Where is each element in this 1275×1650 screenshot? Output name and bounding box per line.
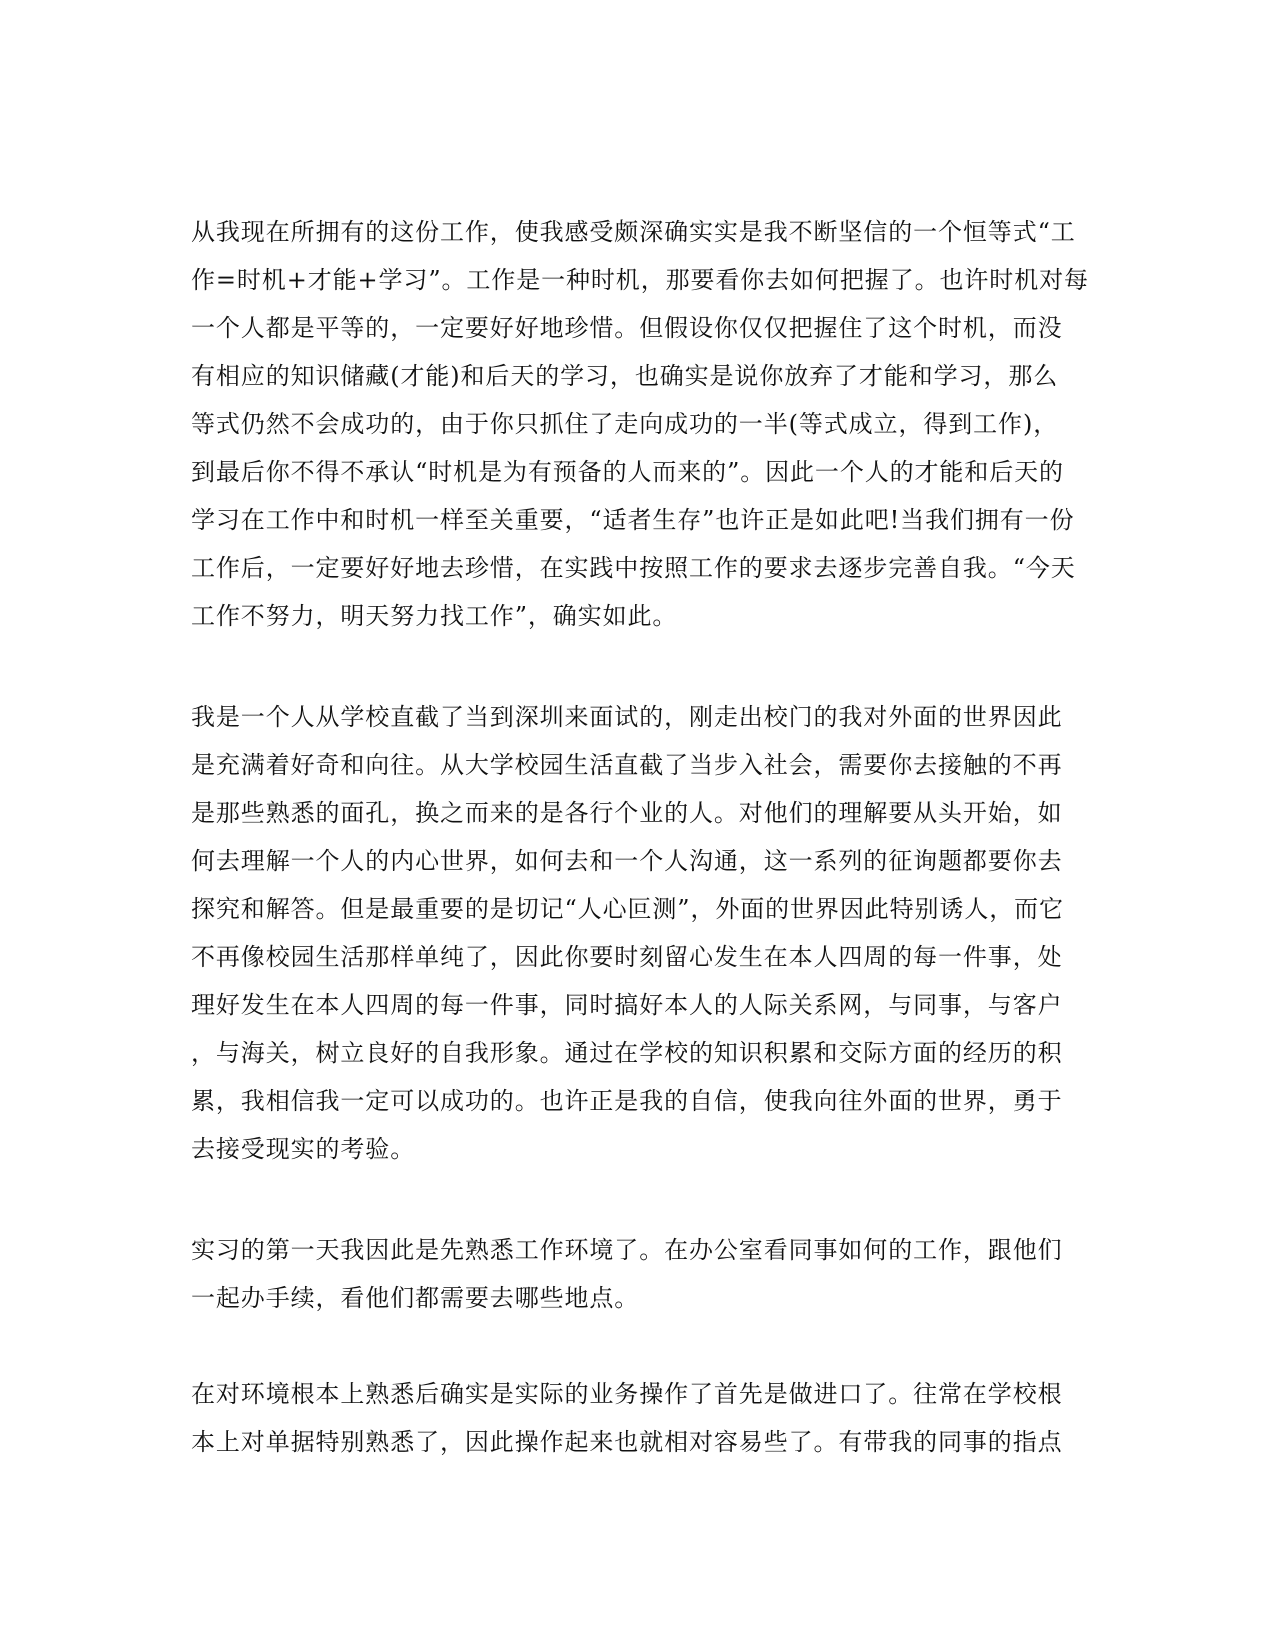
text-line: 有相应的知识储藏(才能)和后天的学习，也确实是说你放弃了才能和学习，那么 xyxy=(191,362,1059,390)
text-line: 不再像校园生活那样单纯了，因此你要时刻留心发生在本人四周的每一件事，处 xyxy=(191,943,1063,971)
text-line: 等式仍然不会成功的，由于你只抓住了走向成功的一半(等式成立，得到工作)， xyxy=(191,410,1059,438)
text-line: 一个人都是平等的，一定要好好地珍惜。但假设你仅仅把握住了这个时机，而没 xyxy=(191,314,1063,342)
paragraph xyxy=(191,208,1091,640)
text-line: 本上对单据特别熟悉了，因此操作起来也就相对容易些了。有带我的同事的指点 xyxy=(191,1428,1063,1456)
text-line: 作=时机+才能+学习”。工作是一种时机，那要看你去如何把握了。也许时机对每 xyxy=(191,266,1089,294)
text-line: 理好发生在本人四周的每一件事，同时搞好本人的人际关系网，与同事，与客户 xyxy=(191,991,1063,1019)
text-line: 我是一个人从学校直截了当到深圳来面试的，刚走出校门的我对外面的世界因此 xyxy=(191,703,1063,731)
text-line: 探究和解答。但是最重要的是切记“人心叵测”，外面的世界因此特别诱人，而它 xyxy=(191,895,1064,923)
text-line: 到最后你不得不承认“时机是为有预备的人而来的”。因此一个人的才能和后天的 xyxy=(191,458,1064,486)
text-line: 是那些熟悉的面孔，换之而来的是各行个业的人。对他们的理解要从头开始，如 xyxy=(191,799,1063,827)
paragraph xyxy=(191,693,1091,1173)
text-line: 在对环境根本上熟悉后确实是实际的业务操作了首先是做进口了。往常在学校根 xyxy=(191,1380,1063,1408)
text-line: 去接受现实的考验。 xyxy=(191,1135,416,1163)
text-line: ，与海关，树立良好的自我形象。通过在学校的知识积累和交际方面的经历的积 xyxy=(191,1039,1063,1067)
text-line: 从我现在所拥有的这份工作，使我感受颇深确实实是我不断坚信的一个恒等式“工 xyxy=(191,218,1076,246)
text-line: 工作不努力，明天努力找工作”，确实如此。 xyxy=(191,602,678,630)
text-line: 是充满着好奇和向往。从大学校园生活直截了当步入社会，需要你去接触的不再 xyxy=(191,751,1063,779)
text-line: 实习的第一天我因此是先熟悉工作环境了。在办公室看同事如何的工作，跟他们 xyxy=(191,1236,1063,1264)
paragraph xyxy=(191,1226,1091,1322)
text-line: 一起办手续，看他们都需要去哪些地点。 xyxy=(191,1284,640,1312)
text-line: 工作后，一定要好好地去珍惜，在实践中按照工作的要求去逐步完善自我。“今天 xyxy=(191,554,1076,582)
text-line: 学习在工作中和时机一样至关重要，“适者生存”也许正是如此吧!当我们拥有一份 xyxy=(191,506,1075,534)
paragraph xyxy=(191,1370,1091,1466)
text-line: 累，我相信我一定可以成功的。也许正是我的自信，使我向往外面的世界，勇于 xyxy=(191,1087,1063,1115)
text-line: 何去理解一个人的内心世界，如何去和一个人沟通，这一系列的征询题都要你去 xyxy=(191,847,1063,875)
